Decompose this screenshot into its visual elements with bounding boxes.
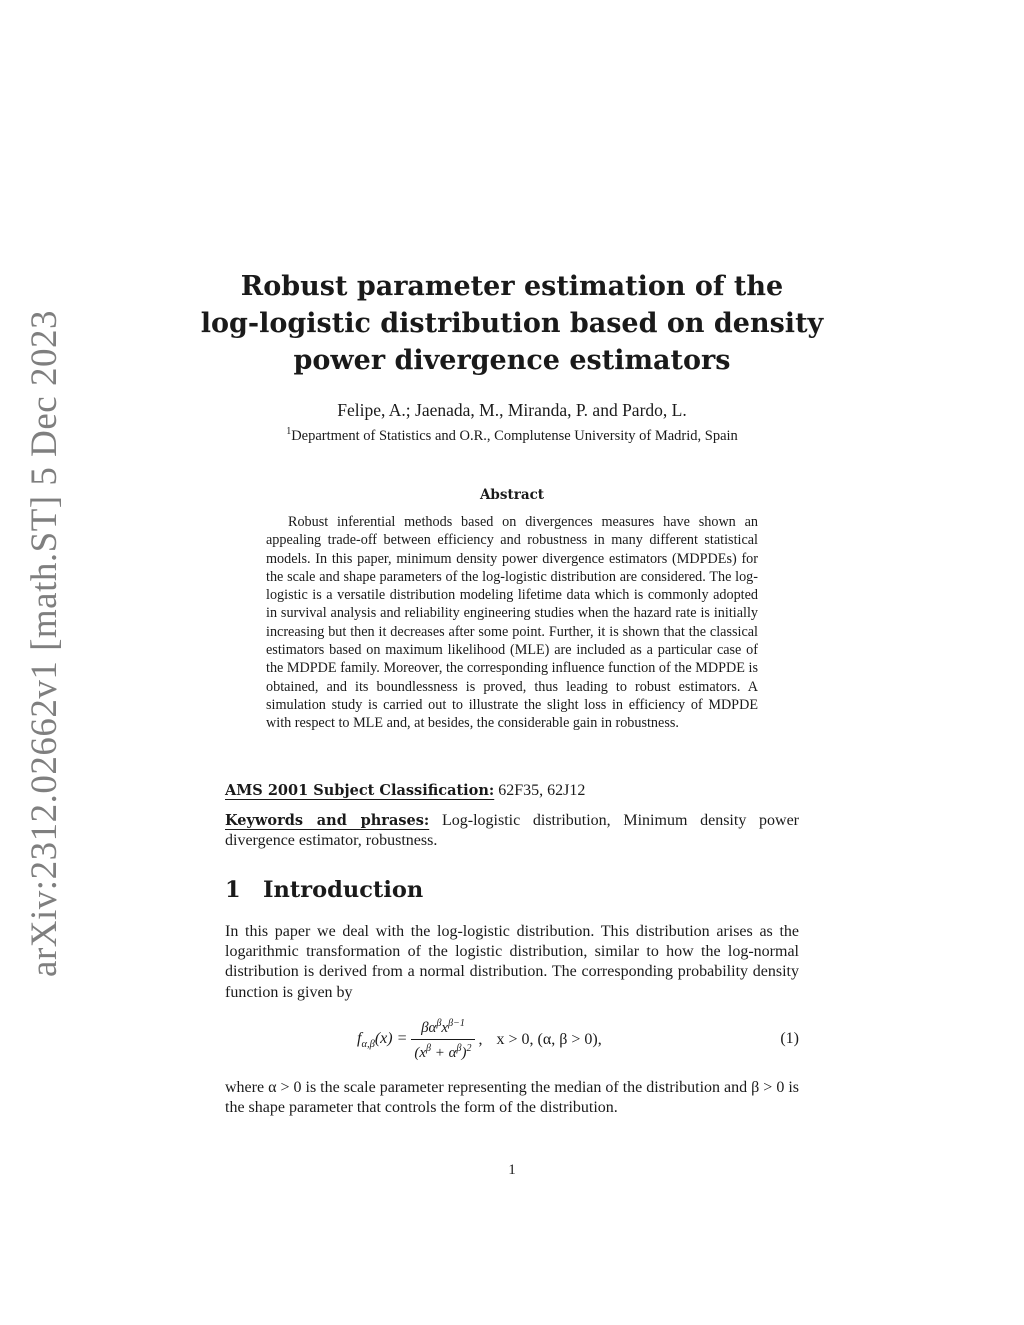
section-heading [225,877,423,903]
denominator-middle: + α [431,1045,457,1061]
ams-classification [225,781,799,801]
page-number: 1 [508,1162,516,1178]
denominator-exponent-1: β [426,1043,432,1054]
equation-comma: , [478,1031,483,1048]
equation-1 [225,1012,799,1068]
denominator-exponent-3: 2 [466,1043,472,1054]
affiliation-marker: 1 [286,426,292,437]
equation-body [357,1012,602,1068]
numerator-exponent-1: β [436,1018,442,1029]
title-line-2: log-logistic distribution based on density [200,308,824,339]
title-line-1: Robust parameter estimation of the [240,271,784,302]
fraction-numerator [418,1018,468,1039]
ams-label: AMS 2001 Subject Classification: [225,782,495,799]
paper-title [200,268,824,379]
denominator-exponent-2: β [456,1043,462,1054]
numerator-coefficient: βα [421,1020,437,1036]
keywords-label: Keywords and phrases: [225,812,430,829]
section-title: Introduction [263,877,424,903]
abstract-text: Robust inferential methods based on divergences measures have shown an appealing trade-off between efficiency and robustness in many different statistical models. In this paper, minimum density power divergence estimators (MDPDEs) for the scale and shape parameters of the log-logistic distribution are considered. The log-logistic is a versatile distribution modeling lifetime data which is commonly adopted in survival analysis and reliability engineering studies when the hazard rate is initially increasing but then it decreases after some point. Further, it is shown that the classical estimators based on maximum likelihood (MLE) are included as a particular case of the MDPDE family. Moreover, the corresponding influence function of the MDPDE is obtained, and its boundlessness is proved, thus leading to robust estimators. A simulation study is carried out to illustrate the slight loss in efficiency of MDPDE with respect to MLE and, at besides, the considerable gain in robustness. [266,514,758,732]
eq-func-subscript: α,β [361,1039,375,1051]
title-line-3: power divergence estimators [293,345,731,376]
equation-lhs [357,1030,407,1050]
equation-condition: x > 0, (α, β > 0), [496,1031,602,1048]
intro-paragraph-1: In this paper we deal with the log-logistic distribution. This distribution arises as the logarithmic transformation of the logistic distribution, similar to how the log-normal distribution is derived from a normal distribution. The corresponding probability density function is given by [225,923,799,1001]
affiliation [200,426,824,445]
section-number: 1 [225,877,241,903]
keywords [225,811,799,851]
eq-func-symbol: f [357,1029,362,1047]
intro-paragraph-2: where α > 0 is the scale parameter representing the median of the distribution and β > 0 is the shape parameter that controls the form of the distribution. [225,1079,799,1117]
numerator-exponent-2: β−1 [448,1018,465,1029]
arxiv-stamp-text: arXiv:2312.02662v1 [math.ST] 5 Dec 2023 [23,309,65,977]
keywords-value: Log-logistic distribution, Minimum density power divergence estimator, robustness. [225,812,800,849]
arxiv-identifier-stamp [22,309,66,977]
denominator-close: ) [461,1045,467,1061]
affiliation-text: Department of Statistics and O.R., Complutense University of Madrid, Spain [291,428,738,444]
denominator-open: (x [414,1045,427,1061]
equation-number: (1) [780,1030,799,1047]
eq-func-argument: (x) = [374,1029,408,1047]
fraction-denominator [411,1039,474,1062]
equation-fraction [411,1018,474,1062]
ams-value: 62F35, 62J12 [498,782,586,799]
abstract-heading: Abstract [479,487,545,503]
author-list: Felipe, A.; Jaenada, M., Miranda, P. and Pardo, L. [337,400,687,420]
numerator-variable: x [441,1020,449,1036]
